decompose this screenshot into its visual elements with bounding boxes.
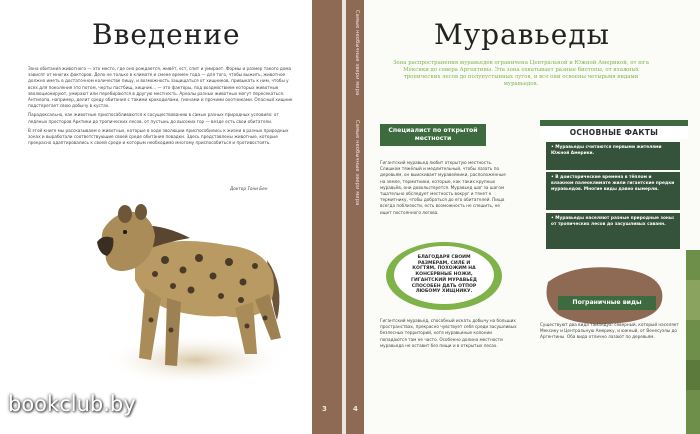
watermark: bookclub.by bbox=[8, 392, 136, 416]
anteater-intro: Зона распространения муравьедов ограничена Центральной и Южной Америкой, от юга Мексики до севера Аргентины. Эта зона охватывает разные биотопы, от влажных тропических лесов до полупустынных лугов, и все они освоены четырьмя видами муравьедов. bbox=[393, 60, 649, 87]
right-page bbox=[364, 0, 700, 434]
right-page-heading: Муравьеды bbox=[434, 18, 610, 51]
facts-title: ОСНОВНЫЕ ФАКТЫ bbox=[540, 126, 688, 139]
intro-text bbox=[28, 66, 298, 146]
signature: Доктор Тони Бен bbox=[230, 186, 268, 191]
intro-paragraph-2: Парадоксально, как животные приспосабливаются к сосуществованию в самых разных природных условиях: от ледяных просторов Арктики до тропических лесов, от пустынь до высоких гор — везде есть свои обитатели. bbox=[28, 112, 279, 124]
specialist-text bbox=[380, 160, 510, 216]
intro-paragraph-3: В этой книге мы рассказываем о животных, которые в ходе эволюции приспособились к жизни в разных природных зонах и выработали соответствующие своей среде обитания повадки. Здесь представлены животные, которые прекрасно адаптировались к своей среде и которым необходимо многому приспособиться и противостоять. bbox=[28, 127, 289, 146]
body-paragraph-2: Гигантский муравьед, способный искать добычу на больших пространствах, прекрасно чувствует себя среди засушливых безлесных территорий, хотя муравьиные колонии попадаются там не часто. Особенно долина местности муравьеда не оставит без пищи и в открытых лесах. bbox=[380, 318, 517, 348]
fact-item-1: • Муравьеды считаются первыми жителями Южной Америки. bbox=[546, 142, 680, 170]
left-page-heading: Введение bbox=[92, 18, 241, 51]
intro-paragraph-1: Зона обитания животного — это место, где оно рождается, живёт, ест, спит и умирает. Формы и размер такого дома зависят от многих факторов. Дело не только в климате и смене времен года — для того, чтобы выжить, животное должно иметь в достаточном количестве пищу, и возможность защищаться от хищников, привыкать к ним, чтобы у всех для поколения это потом, черты пастбищ, хищник... — это факторы, под воздействием которых животные эволюционируют, умирают или перебираются в другую местность. Ареалы разных животных могут пересекаться. Антилопа, например, делит среду обитания с такими крокодилами, гиенами и прочими охотниками. Опасный хищник подстерегает свою добычу в кустах. bbox=[28, 66, 293, 109]
fact-item-3: • Муравьеды населяют разные природные зоны: от тропических лесов до засушливых саванн. bbox=[546, 213, 680, 249]
callout-bubble: БЛАГОДАРЯ СВОИМ РАЗМЕРАМ, СИЛЕ И КОГТЯМ, ПОХОЖИМ НА КОНСЕРВНЫЕ НОЖИ, ГИГАНТСКИЙ МУРАВЬЕД СПОСОБЕН ДАТЬ ОТПОР ЛЮБОМУ ХИЩНИКУ. bbox=[394, 246, 494, 304]
left-page bbox=[0, 0, 328, 434]
border-blob bbox=[542, 262, 668, 326]
lower-text bbox=[380, 318, 520, 349]
right-page-number: 4 bbox=[353, 405, 358, 413]
spine-title: Самые необычные звери мира bbox=[354, 10, 360, 96]
hyena-illustration bbox=[95, 190, 295, 390]
spine-title-repeat: Самые необычные звери мира bbox=[354, 120, 360, 206]
foliage-edge bbox=[686, 250, 700, 434]
left-page-number: 3 bbox=[322, 405, 327, 413]
border-text bbox=[540, 322, 686, 341]
specialist-tag: Специалист по открытой местности bbox=[380, 124, 486, 146]
body-paragraph-1: Гигантский муравьед любит открытую местность. Слишком тяжёлый и медлительный, чтобы лазать по деревьям, он выискивает муравейники, расположенные на земле, термитники, которые, как таких крупных муравьёв, они довольствуется. Муравьед шаг за шагом тщательно обследует местность вокруг и тянет к термитнику, чтобы добраться до его обитателей. Пища всегда поблизости, есть возможность не спешить, не ищет постоянного логова. bbox=[380, 160, 506, 215]
fact-item-2: • В доисторические времена в тёплом и влажном палеоклимате жили гигантские предки муравьедов. Многие виды давно вымерли. bbox=[546, 172, 680, 210]
border-species-tag: Пограничные виды bbox=[558, 296, 656, 310]
border-paragraph: Существуют два вида тамандуа: северный, который населяет Мексику и Центральную Америку, и южный, от Венесуэлы до Аргентины. Оба вида отлично лазают по деревьям. bbox=[540, 322, 679, 340]
left-page-edge bbox=[312, 0, 342, 434]
